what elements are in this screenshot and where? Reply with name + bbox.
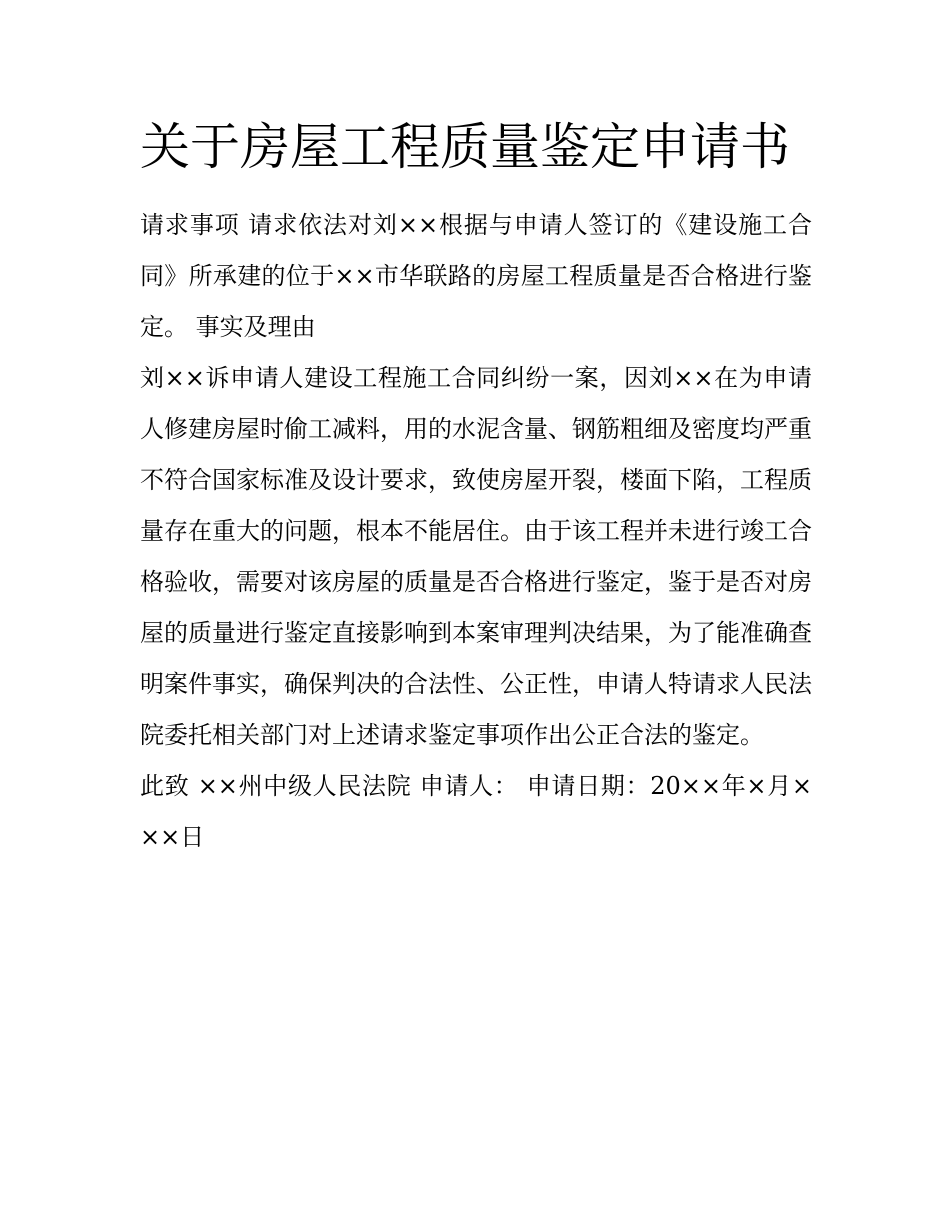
- document-body: [140, 108, 812, 863]
- document-title: 关于房屋工程质量鉴定申请书: [140, 118, 790, 176]
- facts-paragraph: 刘××诉申请人建设工程施工合同纠纷一案，因刘××在为申请人修建房屋时偷工减料，用的水泥含量、钢筋粗细及密度均严重不符合国家标准及设计要求，致使房屋开裂，楼面下陷，工程质量存在重大的问题，根本不能居住。由于该工程并未进行竣工合格验收，需要对该房屋的质量是否合格进行鉴定，鉴于是否对房屋的质量进行鉴定直接影响到本案审理判决结果，为了能准确查明案件事实，确保判决的合法性、公正性，申请人特请求人民法院委托相关部门对上述请求鉴定事项作出公正合法的鉴定。: [140, 364, 812, 749]
- request-paragraph: 请求事项 请求依法对刘××根据与申请人签订的《建设施工合同》所承建的位于××市华联路的房屋工程质量是否合格进行鉴定。 事实及理由: [140, 211, 812, 341]
- closing-paragraph: 此致 ××州中级人民法院 申请人： 申请日期：20××年×月×××日: [140, 772, 812, 851]
